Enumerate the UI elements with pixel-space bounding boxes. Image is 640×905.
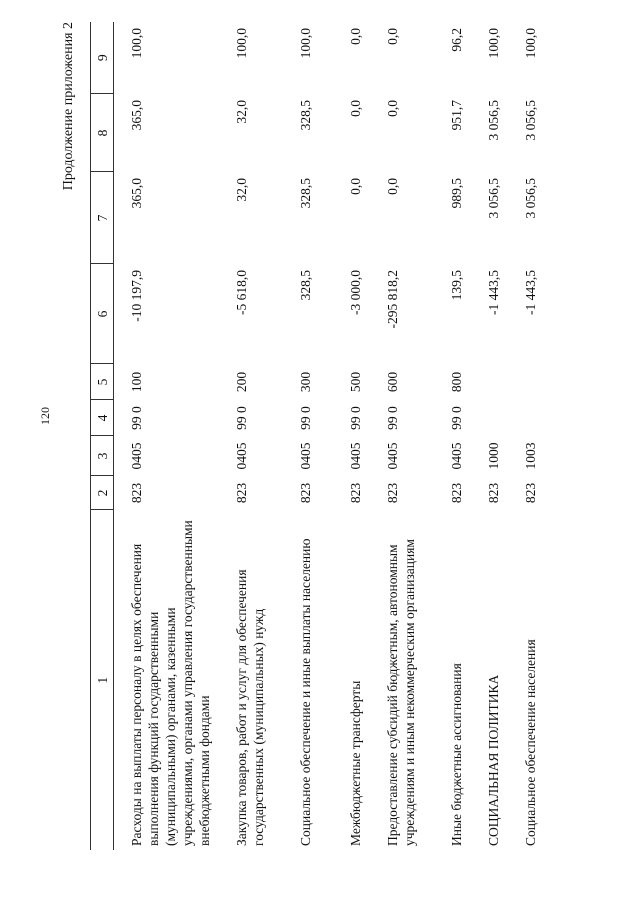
budget-table — [90, 22, 545, 850]
cell-col5: 100 — [129, 371, 144, 393]
table-row — [508, 22, 545, 850]
cell-col4 — [508, 400, 545, 436]
cell-col7: 3 056,5 — [486, 178, 501, 219]
cell-col6: -1 443,5 — [486, 270, 501, 315]
cell-col2: 823 — [298, 482, 313, 504]
cell-col7: 365,0 — [129, 178, 144, 209]
row-name: Закупка товаров, работ и услуг для обеспечения государственных (муниципальных) нужд — [234, 569, 266, 846]
cell-col2: 823 — [486, 482, 501, 504]
table-row — [219, 22, 283, 850]
cell-col9: 100,0 — [234, 28, 249, 59]
cell-col8: 3 056,5 — [523, 100, 538, 141]
cell-col7: 328,5 — [298, 178, 313, 209]
cell-col3: 0405 — [129, 442, 144, 470]
cell-col2: 823 — [449, 482, 464, 504]
cell-col3: 0405 — [449, 442, 464, 470]
cell-col5 — [471, 364, 508, 400]
table-row — [333, 22, 370, 850]
cell-col2: 823 — [234, 482, 249, 504]
cell-col3: 1003 — [523, 442, 538, 470]
cell-col6: -5 618,0 — [234, 270, 249, 315]
cell-col9: 100,0 — [129, 28, 144, 59]
cell-col8: 3 056,5 — [486, 100, 501, 141]
cell-col8: 0,0 — [348, 100, 363, 117]
cell-col7: 989,5 — [449, 178, 464, 209]
header-cell: 5 — [91, 364, 114, 400]
cell-col5: 800 — [449, 371, 464, 393]
cell-col4: 99 0 — [129, 406, 144, 430]
cell-col4: 99 0 — [298, 406, 313, 430]
cell-col4: 99 0 — [449, 406, 464, 430]
cell-col3: 0405 — [385, 442, 400, 470]
cell-col5: 500 — [348, 371, 363, 393]
cell-col4: 99 0 — [385, 406, 400, 430]
cell-col4: 99 0 — [348, 406, 363, 430]
cell-col7: 0,0 — [348, 178, 363, 195]
cell-col6: -295 818,2 — [385, 270, 400, 329]
table-row — [114, 22, 220, 850]
header-cell: 3 — [91, 436, 114, 476]
table-row — [471, 22, 508, 850]
cell-col2: 823 — [348, 482, 363, 504]
cell-col8: 328,5 — [298, 100, 313, 131]
row-name: Иные бюджетные ассигнования — [449, 663, 464, 846]
cell-col9: 0,0 — [348, 28, 363, 45]
cell-col4: 99 0 — [234, 406, 249, 430]
cell-col9: 100,0 — [486, 28, 501, 59]
cell-col2: 823 — [129, 482, 144, 504]
cell-col9: 100,0 — [523, 28, 538, 59]
header-cell: 2 — [91, 476, 114, 510]
row-name: Социальное обеспечение и иные выплаты населению — [298, 538, 313, 846]
header-cell: 1 — [91, 510, 114, 850]
cell-col6: 328,5 — [298, 270, 313, 301]
cell-col2: 823 — [385, 482, 400, 504]
cell-col6: -3 000,0 — [348, 270, 363, 315]
row-name: Расходы на выплаты персоналу в целях обеспечения выполнения функций государственными (муниципальными) органами, казенными учреждениями, органами управления государственными внебюджетными фондами — [129, 520, 212, 846]
row-name: Социальное обеспечение населения — [523, 639, 538, 846]
cell-col6: -1 443,5 — [523, 270, 538, 315]
cell-col6: -10 197,9 — [129, 270, 144, 322]
cell-col9: 100,0 — [298, 28, 313, 59]
cell-col8: 951,7 — [449, 100, 464, 131]
header-cell: 4 — [91, 400, 114, 436]
table-row — [370, 22, 434, 850]
cell-col5: 200 — [234, 371, 249, 393]
cell-col5 — [508, 364, 545, 400]
row-name: Межбюджетные трансферты — [348, 680, 363, 846]
cell-col3: 1000 — [486, 442, 501, 470]
cell-col7: 0,0 — [385, 178, 400, 195]
cell-col7: 32,0 — [234, 178, 249, 202]
cell-col6: 139,5 — [449, 270, 464, 301]
row-name: СОЦИАЛЬНАЯ ПОЛИТИКА — [486, 674, 501, 846]
rotated-page-content — [60, 22, 605, 850]
page-number: 120 — [38, 407, 52, 425]
cell-col2: 823 — [523, 482, 538, 504]
cell-col7: 3 056,5 — [523, 178, 538, 219]
table-row — [434, 22, 471, 850]
cell-col9: 0,0 — [385, 28, 400, 45]
header-cell: 8 — [91, 94, 114, 172]
cell-col5: 300 — [298, 371, 313, 393]
cell-col3: 0405 — [298, 442, 313, 470]
cell-col3: 0405 — [348, 442, 363, 470]
cell-col4 — [471, 400, 508, 436]
row-name: Предоставление субсидий бюджетным, автономным учреждениям и иным некоммерческим организациям — [385, 539, 417, 846]
cell-col3: 0405 — [234, 442, 249, 470]
header-cell: 6 — [91, 264, 114, 364]
header-cell: 7 — [91, 172, 114, 264]
cell-col5: 600 — [385, 371, 400, 393]
cell-col8: 32,0 — [234, 100, 249, 124]
cell-col8: 365,0 — [129, 100, 144, 131]
cell-col8: 0,0 — [385, 100, 400, 117]
table-row — [283, 22, 333, 850]
appendix-caption: Продолжение приложения 2 — [61, 22, 76, 191]
header-cell: 9 — [91, 22, 114, 94]
header-row — [91, 22, 114, 850]
cell-col9: 96,2 — [449, 28, 464, 52]
